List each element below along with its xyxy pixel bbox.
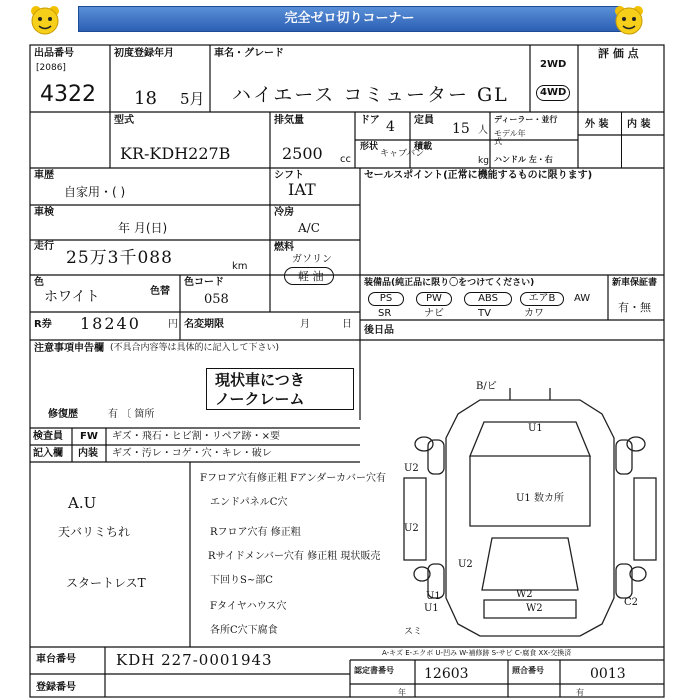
usage-label: 車歴 bbox=[34, 170, 54, 181]
inspector-label: 検査員 bbox=[33, 431, 63, 442]
shift-value: IAT bbox=[288, 180, 316, 199]
fw-checks: ギズ・飛石・ヒビ割・リペア跡・×要 bbox=[112, 431, 280, 442]
first-reg-year: 18 bbox=[134, 88, 157, 109]
notes-sub: (不具合内容等は具体的に記入して下さい) bbox=[110, 343, 280, 353]
damage-legend: A-キズ E-エクボ U-凹み W-補修跡 S-サビ C-腐食 XX-交換済 bbox=[382, 649, 572, 657]
interior-checks: ギズ・汚レ・コゲ・穴・キレ・破レ bbox=[112, 448, 272, 459]
divider bbox=[621, 112, 622, 168]
model-label: 型式 bbox=[114, 115, 134, 126]
kg-unit: kg bbox=[478, 156, 489, 166]
note-left-3: スタートレスT bbox=[66, 576, 146, 590]
ref-no-value: 0013 bbox=[590, 666, 626, 682]
mark-u1-top: U1 bbox=[528, 423, 543, 434]
ac-label: 冷房 bbox=[274, 207, 294, 218]
fuel-diesel: 軽 油 bbox=[298, 270, 324, 283]
warranty-label: 新車保証書 bbox=[612, 278, 658, 288]
back-seat-label: 後日品 bbox=[364, 325, 394, 336]
exterior-label: 外 装 bbox=[585, 119, 609, 130]
inspection-value: 年 月(日) bbox=[118, 221, 168, 235]
footer-yes: 有 bbox=[576, 688, 584, 697]
first-reg-month: 5月 bbox=[180, 90, 205, 108]
color-value: ホワイト bbox=[44, 289, 100, 305]
handle-label: ハンドル 左・右 bbox=[494, 155, 553, 164]
mark-u1-bottom: U1 bbox=[426, 591, 441, 602]
notes-label: 注意事項申告欄 bbox=[34, 343, 104, 354]
stamp-line-1: 現状車につき bbox=[215, 371, 305, 389]
footer-year: 年 bbox=[398, 688, 406, 697]
mark-sumi: スミ bbox=[404, 627, 423, 637]
drive-4wd: 4WD bbox=[536, 85, 570, 101]
name-grade-label: 車名・グレード bbox=[214, 48, 284, 59]
cert-no-label: 認定書番号 bbox=[354, 666, 394, 675]
equip-abs: ABS bbox=[464, 292, 512, 306]
first-reg-label: 初度登録年月 bbox=[114, 48, 174, 59]
reg-no-label: 登録番号 bbox=[36, 682, 76, 693]
loading-label: 積載 bbox=[414, 142, 433, 152]
day-unit: 日 bbox=[342, 319, 352, 330]
note-right-5: 下回りS~部C bbox=[210, 575, 273, 586]
chassis-label: 車台番号 bbox=[36, 654, 76, 665]
color-label: 色 bbox=[34, 277, 44, 288]
fuel-label: 燃料 bbox=[274, 242, 294, 253]
rating-label: 評 価 点 bbox=[598, 47, 639, 60]
car-name-value: ハイエース コミューター GL bbox=[232, 84, 509, 106]
model-year-label: モデル年式 bbox=[494, 129, 526, 146]
note-right-2: エンドパネルC穴 bbox=[210, 497, 288, 508]
equip-aw: AW bbox=[574, 293, 591, 304]
mark-top: B/ピ bbox=[476, 381, 497, 392]
record-label: 記入欄 bbox=[33, 448, 63, 459]
mark-u1-left-low: U1 bbox=[424, 603, 439, 614]
color-code-label: 色コード bbox=[184, 277, 224, 288]
no-claim-stamp bbox=[206, 368, 354, 410]
ref-no-label: 照合番号 bbox=[512, 666, 544, 675]
mark-u2-right: U2 bbox=[458, 559, 473, 570]
equip-airbag: エアB bbox=[520, 292, 564, 306]
equipment-label: 装備品(純正品に限り〇をつけてください) bbox=[364, 278, 535, 288]
displacement-label: 排気量 bbox=[274, 115, 304, 126]
mark-u1-mid: U1 数カ所 bbox=[516, 493, 564, 504]
equip-sr: SR bbox=[378, 308, 392, 319]
lot-sub: [2086] bbox=[36, 63, 66, 73]
interior-short-label: 内装 bbox=[78, 448, 98, 459]
fuel-circle-mark bbox=[284, 267, 334, 285]
note-left-2: 天バリミちれ bbox=[58, 525, 131, 539]
equip-leather: カワ bbox=[524, 308, 544, 319]
chassis-value: KDH 227-0001943 bbox=[116, 651, 273, 669]
mark-c2: C2 bbox=[624, 597, 639, 608]
stamp-line-2: ノークレーム bbox=[215, 390, 305, 408]
note-right-7: 各所C穴下腐食 bbox=[210, 625, 278, 636]
fuel-gas: ガソリン bbox=[292, 254, 332, 265]
repair-value: 有 〔 箇所 bbox=[108, 409, 155, 420]
equip-tv: TV bbox=[478, 308, 491, 319]
note-right-6: Fタイヤハウス穴 bbox=[210, 601, 287, 612]
month-unit: 月 bbox=[300, 319, 310, 330]
page-title: 完全ゼロ切りコーナー bbox=[78, 6, 621, 32]
displacement-value: 2500 bbox=[282, 144, 323, 163]
mark-w2-b: W2 bbox=[526, 603, 543, 614]
cert-no-value: 12603 bbox=[424, 666, 469, 682]
km-unit: km bbox=[232, 261, 248, 272]
note-left-1: A.U bbox=[68, 494, 97, 512]
shift-label: シフト bbox=[274, 170, 304, 181]
equip-ps: PS bbox=[368, 292, 404, 306]
color-code-value: 058 bbox=[204, 292, 229, 307]
capacity-unit: 人 bbox=[478, 125, 488, 136]
interior-label: 内 装 bbox=[627, 119, 651, 130]
ac-value: A/C bbox=[298, 221, 320, 235]
recycle-value: 18240 bbox=[80, 314, 141, 333]
lot-no-label: 出品番号 bbox=[34, 48, 74, 59]
inspection-label: 車検 bbox=[34, 207, 54, 218]
drive-2wd: 2WD bbox=[540, 59, 567, 70]
mark-u2-left-a: U2 bbox=[404, 463, 419, 474]
note-right-4: Rサイドメンバー穴有 修正粗 現状販売 bbox=[208, 551, 381, 562]
sales-point-label: セールスポイント(正常に機能するものに限ります) bbox=[364, 170, 593, 181]
name-change-label: 名変期限 bbox=[184, 319, 224, 330]
yen-unit: 円 bbox=[168, 319, 178, 330]
lot-number: 4322 bbox=[40, 82, 96, 107]
mileage-label: 走行 bbox=[34, 241, 54, 252]
cc-unit: cc bbox=[340, 154, 351, 165]
repair-label: 修復歴 bbox=[48, 409, 78, 420]
warranty-value: 有・無 bbox=[618, 301, 651, 314]
model-value: KR-KDH227B bbox=[120, 144, 231, 163]
equip-pw: PW bbox=[416, 292, 452, 306]
door-value: 4 bbox=[386, 119, 395, 135]
note-right-3: Rフロア穴有 修正粗 bbox=[210, 527, 301, 538]
usage-value: 自家用・( ) bbox=[64, 185, 126, 199]
shape-label: 形状 bbox=[360, 142, 379, 152]
fw-label: FW bbox=[80, 431, 98, 442]
equip-navi: ナビ bbox=[424, 308, 444, 319]
mark-w2-a: W2 bbox=[516, 589, 533, 600]
door-label: ドア bbox=[360, 115, 380, 126]
capacity-label: 定員 bbox=[414, 115, 434, 126]
mileage-value: 25万3千088 bbox=[66, 248, 173, 268]
repaint-label: 色替 bbox=[150, 286, 170, 297]
mark-u2-left-b: U2 bbox=[404, 523, 419, 534]
note-right-1: Fフロア穴有修正粗 Fアンダーカバー穴有 bbox=[200, 473, 387, 484]
shape-value: キャブバン bbox=[380, 149, 425, 159]
dealer-label: ディーラー・並行 bbox=[494, 115, 558, 124]
recycle-label: R券 bbox=[34, 319, 52, 330]
capacity-value: 15 bbox=[452, 121, 470, 137]
